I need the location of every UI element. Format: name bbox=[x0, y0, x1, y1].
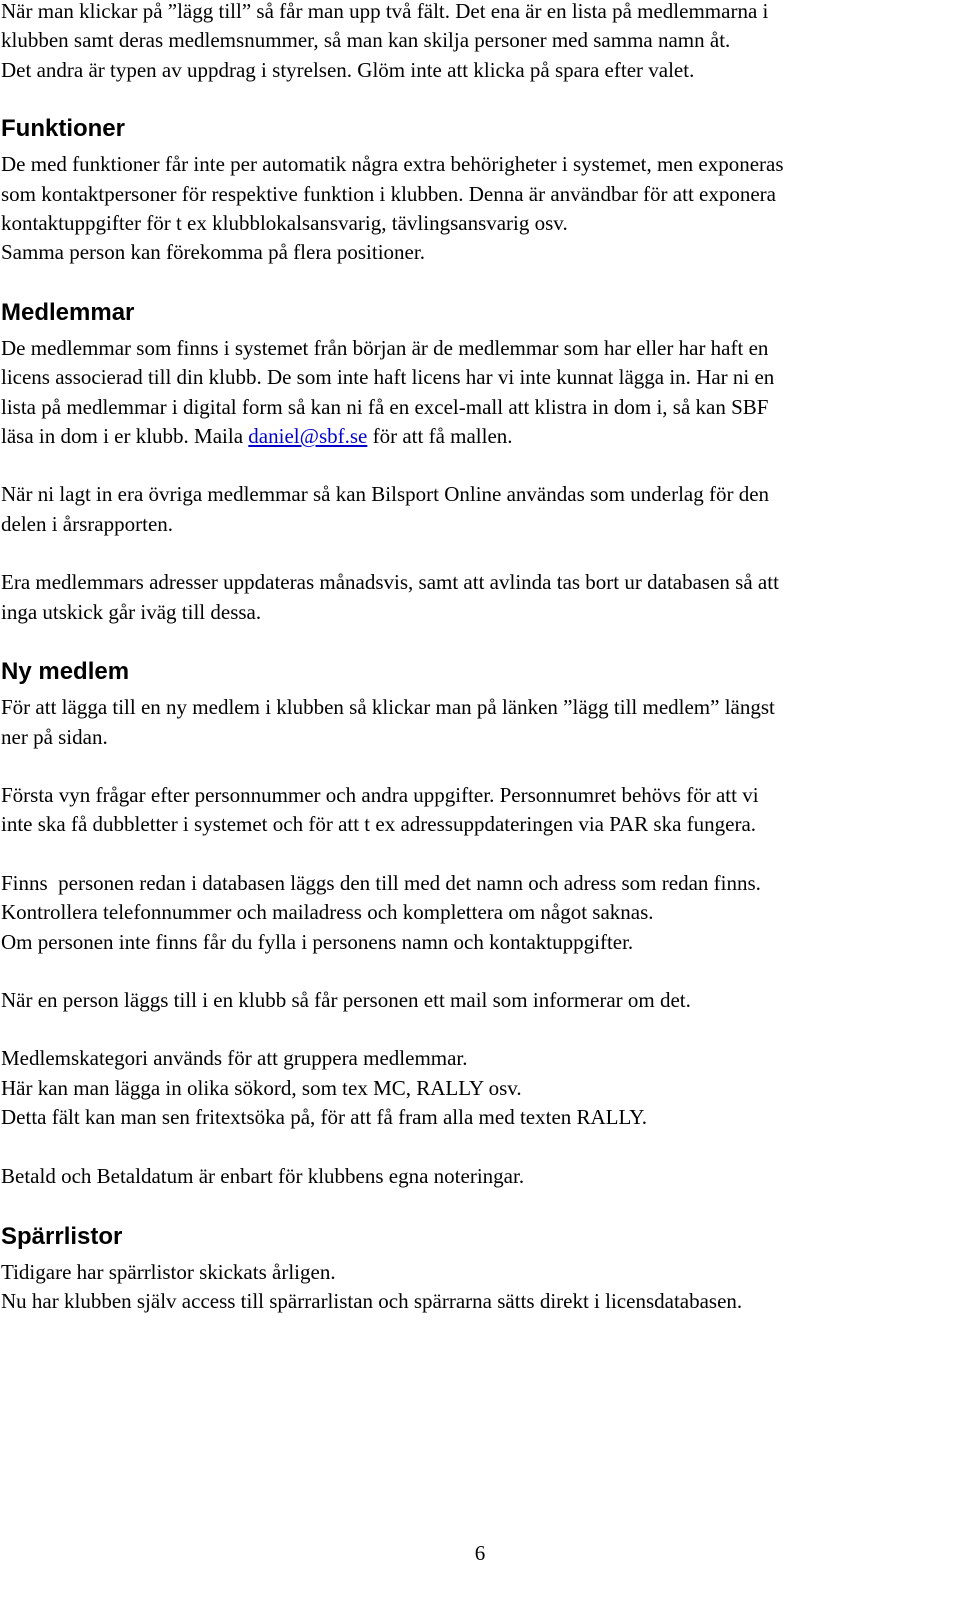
sparrlistor-paragraph bbox=[1, 1258, 944, 1317]
text-line: För att lägga till en ny medlem i klubben så klickar man på länken ”lägg till medlem” längst bbox=[1, 695, 775, 720]
text-line: lista på medlemmar i digital form så kan ni få en excel-mall att klistra in dom i, så kan SBF bbox=[1, 394, 769, 419]
medlemmar-paragraph-1 bbox=[1, 334, 944, 452]
text-line: Medlemskategori används för att gruppera medlemmar. bbox=[1, 1046, 468, 1071]
ny-medlem-paragraph-2 bbox=[1, 781, 944, 840]
text-line: När ni lagt in era övriga medlemmar så kan Bilsport Online användas som underlag för den bbox=[1, 482, 770, 507]
heading-medlemmar: Medlemmar bbox=[1, 298, 135, 326]
ny-medlem-paragraph-1 bbox=[1, 693, 944, 752]
text-line: Betald och Betaldatum är enbart för klubbens egna noteringar. bbox=[1, 1163, 525, 1188]
heading-sparrlistor: Spärrlistor bbox=[1, 1222, 123, 1250]
text-line: När man klickar på ”lägg till” så får man upp två fält. Det ena är en lista på medlemmarna i bbox=[1, 0, 769, 23]
text-line: Här kan man lägga in olika sökord, som tex MC, RALLY osv. bbox=[1, 1075, 522, 1100]
heading-funktioner: Funktioner bbox=[1, 115, 125, 143]
medlemmar-paragraph-2 bbox=[1, 480, 944, 539]
text-line: inga utskick går iväg till dessa. bbox=[1, 599, 262, 624]
email-link[interactable]: daniel@sbf.se bbox=[248, 424, 368, 449]
text-line: Tidigare har spärrlistor skickats årligen. bbox=[1, 1259, 336, 1284]
ny-medlem-paragraph-4 bbox=[1, 986, 944, 1015]
ny-medlem-paragraph-6 bbox=[1, 1162, 944, 1191]
ny-medlem-paragraph-3 bbox=[1, 869, 944, 957]
text-line: kontaktuppgifter för t ex klubblokalsansvarig, tävlingsansvarig osv. bbox=[1, 211, 568, 236]
medlemmar-paragraph-3 bbox=[1, 568, 944, 627]
text-line: Era medlemmars adresser uppdateras månadsvis, samt att avlinda tas bort ur databasen så att bbox=[1, 570, 779, 595]
text-line: licens associerad till din klubb. De som inte haft licens har vi inte kunnat lägga in. Har ni en bbox=[1, 365, 775, 390]
text-line: klubben samt deras medlemsnummer, så man kan skilja personer med samma namn åt. bbox=[1, 28, 731, 53]
text-line: Finns personen redan i databasen läggs den till med det namn och adress som redan finns. bbox=[1, 870, 761, 895]
intro-paragraph bbox=[1, 0, 944, 85]
text-line: Nu har klubben själv access till spärrarlistan och spärrarna sätts direkt i licensdatabasen. bbox=[1, 1289, 743, 1314]
text-line: När en person läggs till i en klubb så får personen ett mail som informerar om det. bbox=[1, 987, 691, 1012]
text-line: Samma person kan förekomma på flera positioner. bbox=[1, 240, 425, 265]
text-line: Första vyn frågar efter personnummer och andra uppgifter. Personnumret behövs för att vi bbox=[1, 782, 759, 807]
text-line: Om personen inte finns får du fylla i personens namn och kontaktuppgifter. bbox=[1, 929, 634, 954]
page-number: 6 bbox=[474, 1541, 486, 1565]
text-line: som kontaktpersoner för respektive funktion i klubben. Denna är användbar för att exponera bbox=[1, 181, 776, 206]
text-line: inte ska få dubbletter i systemet och för att t ex adressuppdateringen via PAR ska fungera. bbox=[1, 812, 757, 837]
funktioner-paragraph bbox=[1, 150, 944, 268]
text-line: läsa in dom i er klubb. Maila bbox=[1, 424, 249, 449]
text-line: Kontrollera telefonnummer och mailadress och komplettera om något saknas. bbox=[1, 900, 654, 925]
text-line: Det andra är typen av uppdrag i styrelsen. Glöm inte att klicka på spara efter valet. bbox=[1, 57, 695, 82]
text-line: delen i årsrapporten. bbox=[1, 511, 174, 536]
ny-medlem-paragraph-5 bbox=[1, 1044, 944, 1132]
text-line: De med funktioner får inte per automatik några extra behörigheter i systemet, men exponeras bbox=[1, 152, 784, 177]
text-line: ner på sidan. bbox=[1, 724, 108, 749]
heading-ny-medlem: Ny medlem bbox=[1, 658, 130, 686]
text-line: Detta fält kan man sen fritextsöka på, för att få fram alla med texten RALLY. bbox=[1, 1105, 647, 1130]
text-line: för att få mallen. bbox=[367, 424, 513, 449]
text-line: De medlemmar som finns i systemet från början är de medlemmar som har eller har haft en bbox=[1, 335, 769, 360]
